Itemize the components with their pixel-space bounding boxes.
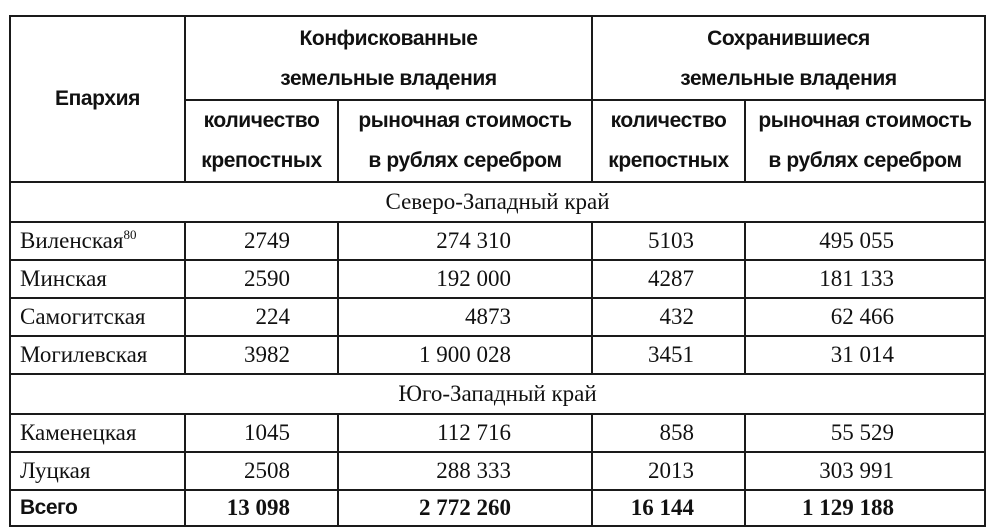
conf-serfs-header-line1: количество — [203, 109, 320, 132]
confiscated-header — [185, 16, 592, 100]
conf-value-header — [338, 100, 592, 182]
table-row — [10, 222, 985, 260]
footnote-ref: 80 — [123, 227, 137, 242]
table-row — [10, 336, 985, 374]
table-row — [10, 452, 985, 490]
eparchy-land-table — [9, 15, 986, 527]
pres-serfs-cell: 4287 — [592, 260, 745, 298]
conf-serfs-cell: 2590 — [185, 260, 338, 298]
region-label: Северо-Западный край — [10, 182, 985, 222]
total-conf-serfs: 13 098 — [185, 490, 338, 526]
pres-serfs-header — [592, 100, 745, 182]
pres-serfs-header-line2: крепостных — [608, 149, 729, 172]
total-pres-value: 1 129 188 — [745, 490, 985, 526]
region-row-northwest — [10, 182, 985, 222]
pres-value-header — [745, 100, 985, 182]
confiscated-header-line1: Конфискованные — [299, 27, 478, 50]
conf-serfs-cell: 3982 — [185, 336, 338, 374]
total-row — [10, 490, 985, 526]
conf-serfs-header — [185, 100, 338, 182]
pres-serfs-cell: 5103 — [592, 222, 745, 260]
eparchy-header: Епархия — [10, 16, 185, 182]
pres-value-cell: 181 133 — [745, 260, 985, 298]
confiscated-header-line2: земельные владения — [280, 67, 497, 90]
conf-serfs-cell: 2749 — [185, 222, 338, 260]
conf-value-header-line2: в рублях серебром — [368, 149, 562, 172]
table-container — [9, 15, 986, 527]
conf-serfs-cell: 2508 — [185, 452, 338, 490]
table-row — [10, 414, 985, 452]
conf-value-cell: 288 333 — [338, 452, 592, 490]
preserved-header-line2: земельные владения — [680, 67, 897, 90]
eparchy-cell: Самогитская — [10, 298, 185, 336]
pres-value-cell: 55 529 — [745, 414, 985, 452]
region-label: Юго-Западный край — [10, 374, 985, 414]
table-row — [10, 298, 985, 336]
eparchy-cell: Луцкая — [10, 452, 185, 490]
pres-serfs-cell: 3451 — [592, 336, 745, 374]
pres-value-cell: 62 466 — [745, 298, 985, 336]
eparchy-cell — [10, 222, 185, 260]
total-pres-serfs: 16 144 — [592, 490, 745, 526]
preserved-header-line1: Сохранившиеся — [707, 27, 870, 50]
pres-value-cell: 303 991 — [745, 452, 985, 490]
conf-serfs-cell: 1045 — [185, 414, 338, 452]
header-row-groups — [10, 16, 985, 100]
pres-serfs-header-line1: количество — [610, 109, 727, 132]
conf-value-cell: 192 000 — [338, 260, 592, 298]
eparchy-cell: Могилевская — [10, 336, 185, 374]
conf-value-cell: 112 716 — [338, 414, 592, 452]
conf-value-cell: 1 900 028 — [338, 336, 592, 374]
pres-serfs-cell: 858 — [592, 414, 745, 452]
conf-serfs-cell: 224 — [185, 298, 338, 336]
pres-serfs-cell: 2013 — [592, 452, 745, 490]
pres-value-header-line2: в рублях серебром — [768, 149, 962, 172]
conf-value-cell: 4873 — [338, 298, 592, 336]
eparchy-name: Виленская — [20, 228, 124, 253]
conf-serfs-header-line2: крепостных — [201, 149, 322, 172]
region-row-southwest — [10, 374, 985, 414]
total-conf-value: 2 772 260 — [338, 490, 592, 526]
eparchy-cell: Каменецкая — [10, 414, 185, 452]
pres-value-cell: 495 055 — [745, 222, 985, 260]
pres-value-header-line1: рыночная стоимость — [758, 109, 972, 132]
table-row — [10, 260, 985, 298]
pres-value-cell: 31 014 — [745, 336, 985, 374]
preserved-header — [592, 16, 985, 100]
conf-value-cell: 274 310 — [338, 222, 592, 260]
eparchy-cell: Минская — [10, 260, 185, 298]
total-label: Всего — [10, 490, 185, 526]
conf-value-header-line1: рыночная стоимость — [358, 109, 572, 132]
pres-serfs-cell: 432 — [592, 298, 745, 336]
